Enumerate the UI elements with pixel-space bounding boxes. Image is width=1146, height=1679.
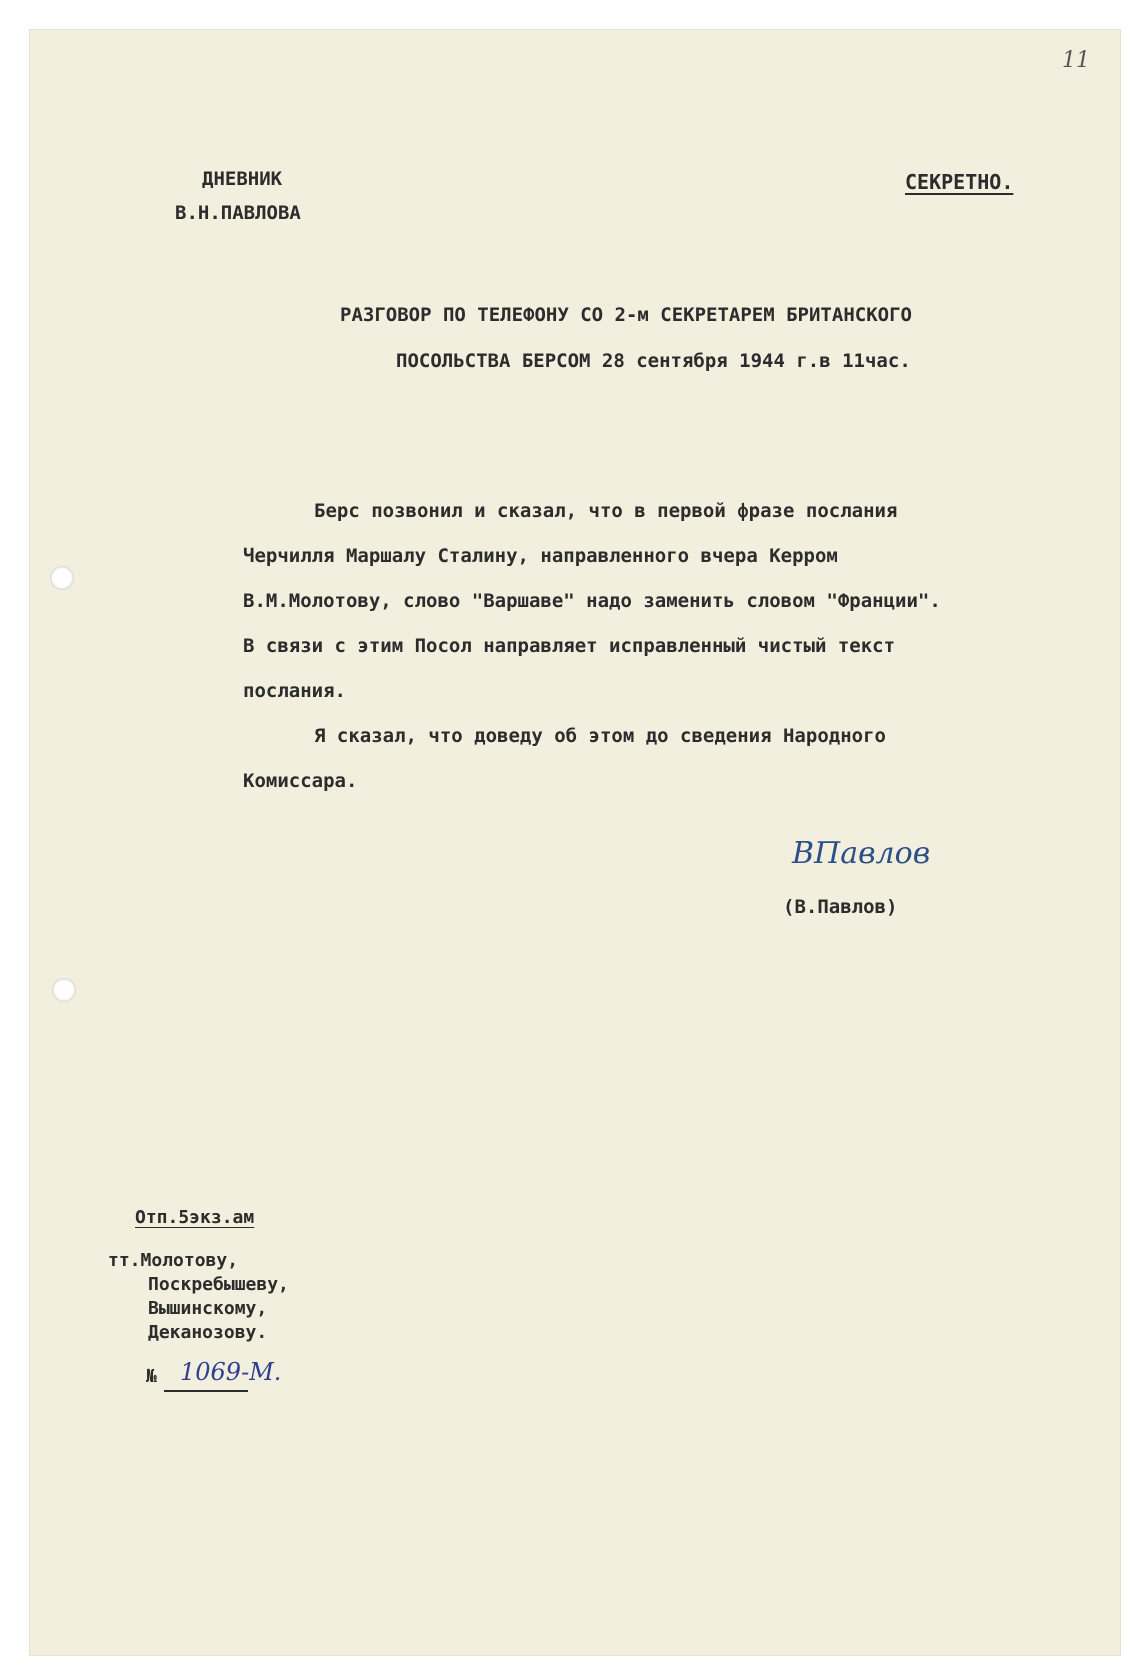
outgoing-number-handwritten: 1069-М.: [180, 1358, 282, 1386]
recipient-line: Деканозову.: [148, 1322, 268, 1343]
body-line: Комиссара.: [243, 770, 358, 792]
archive-page-mark: 11: [1062, 48, 1090, 73]
body-line: Черчилля Маршалу Сталину, направленного вчера Керром: [243, 545, 838, 567]
body-line: Я сказал, что доведу об этом до сведения Народного: [314, 725, 886, 747]
body-line: В связи с этим Посол направляет исправленный чистый текст: [243, 635, 896, 657]
body-line: Берс позвонил и сказал, что в первой фразе послания: [314, 500, 898, 522]
copies-note: Отп.5экз.ам: [135, 1207, 255, 1228]
recipient-line: Вышинскому,: [148, 1298, 268, 1319]
body-line: В.М.Молотову, слово "Варшаве" надо заменить словом "Франции".: [243, 590, 941, 612]
diary-title: ДНЕВНИК: [202, 168, 283, 190]
punch-hole-bottom: [52, 978, 76, 1002]
classification-stamp: СЕКРЕТНО.: [905, 170, 1014, 194]
diary-owner: В.Н.ПАВЛОВА: [175, 202, 301, 224]
handwritten-signature: ВПавлов: [792, 836, 931, 871]
recipient-line: тт.Молотову,: [108, 1250, 239, 1271]
body-line: послания.: [243, 680, 346, 702]
document-title-line1: РАЗГОВОР ПО ТЕЛЕФОНУ СО 2-м СЕКРЕТАРЕМ БРИТАНСКОГО: [340, 304, 912, 326]
recipient-line: Поскребышеву,: [148, 1274, 289, 1295]
punch-hole-top: [50, 566, 74, 590]
typed-signature: (В.Павлов): [783, 896, 898, 918]
outgoing-number-prefix: №: [146, 1366, 157, 1387]
document-page: [30, 30, 1120, 1655]
document-title-line2: ПОСОЛЬСТВА БЕРСОМ 28 сентября 1944 г.в 11час.: [396, 350, 911, 372]
number-underline: [164, 1390, 248, 1392]
